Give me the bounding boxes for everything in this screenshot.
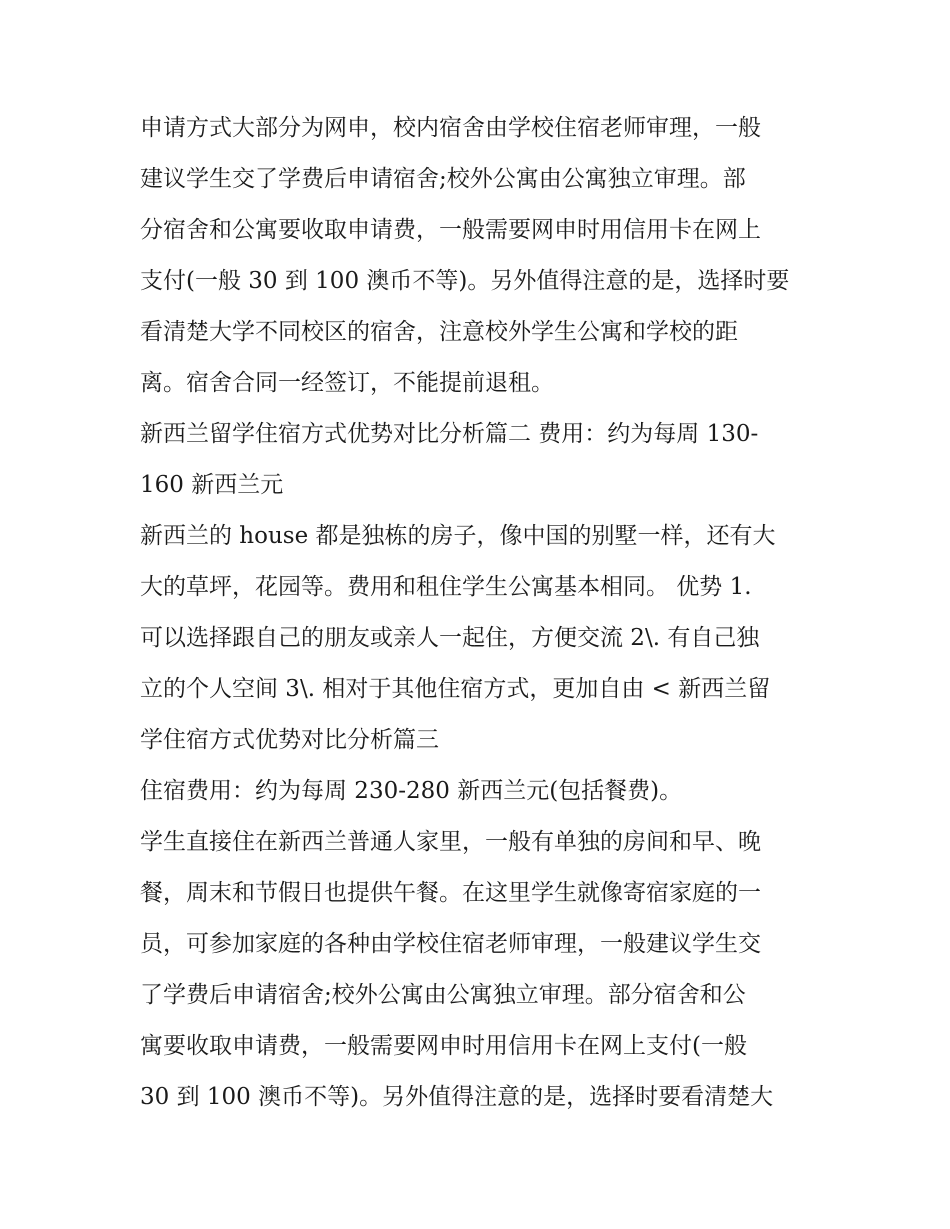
text-line: 员，可参加家庭的各种由学校住宿老师审理，一般建议学生交 [140, 931, 761, 957]
text-line: 新西兰的 house 都是独栋的房子，像中国的别墅一样，还有大 [140, 523, 776, 549]
paragraph-homestay-cost [140, 766, 812, 817]
text-line: 大的草坪，花园等。费用和租住学生公寓基本相同。 优势 1. [140, 574, 752, 600]
text-line: 160 新西兰元 [140, 472, 284, 498]
text-line: 30 到 100 澳币不等)。另外值得注意的是，选择时要看清楚大 [140, 1084, 774, 1110]
text-line: 寓要收取申请费，一般需要网申时用信用卡在网上支付(一般 [140, 1033, 747, 1059]
text-line: 离。宿舍合同一经签订，不能提前退租。 [140, 370, 554, 396]
text-line: 支付(一般 30 到 100 澳币不等)。另外值得注意的是，选择时要 [140, 268, 790, 294]
text-line: 了学费后申请宿舍;校外公寓由公寓独立审理。部分宿舍和公 [140, 982, 746, 1008]
text-line: 学生直接住在新西兰普通人家里，一般有单独的房间和早、晚 [140, 829, 761, 855]
text-line: 可以选择跟自己的朋友或亲人一起住，方便交流 2\. 有自己独 [140, 625, 760, 651]
text-line: 分宿舍和公寓要收取申请费，一般需要网申时用信用卡在网上 [140, 217, 761, 243]
text-line: 餐，周末和节假日也提供午餐。在这里学生就像寄宿家庭的一 [140, 880, 761, 906]
paragraph-homestay-description [140, 817, 812, 1123]
text-line: 住宿费用：约为每周 230-280 新西兰元(包括餐费)。 [140, 778, 683, 804]
text-line: 新西兰留学住宿方式优势对比分析篇二 费用：约为每周 130- [140, 421, 759, 447]
text-line: 申请方式大部分为网申，校内宿舍由学校住宿老师审理，一般 [140, 115, 761, 141]
text-line: 建议学生交了学费后申请宿舍;校外公寓由公寓独立审理。部 [140, 166, 746, 192]
text-line: 立的个人空间 3\. 相对于其他住宿方式，更加自由 < 新西兰留 [140, 676, 771, 702]
paragraph-house-description [140, 511, 812, 766]
text-line: 看清楚大学不同校区的宿舍，注意校外学生公寓和学校的距 [140, 319, 738, 345]
paragraph-section-two-heading [140, 409, 812, 511]
paragraph-application-method [140, 103, 812, 409]
text-line: 学住宿方式优势对比分析篇三 [140, 727, 439, 753]
